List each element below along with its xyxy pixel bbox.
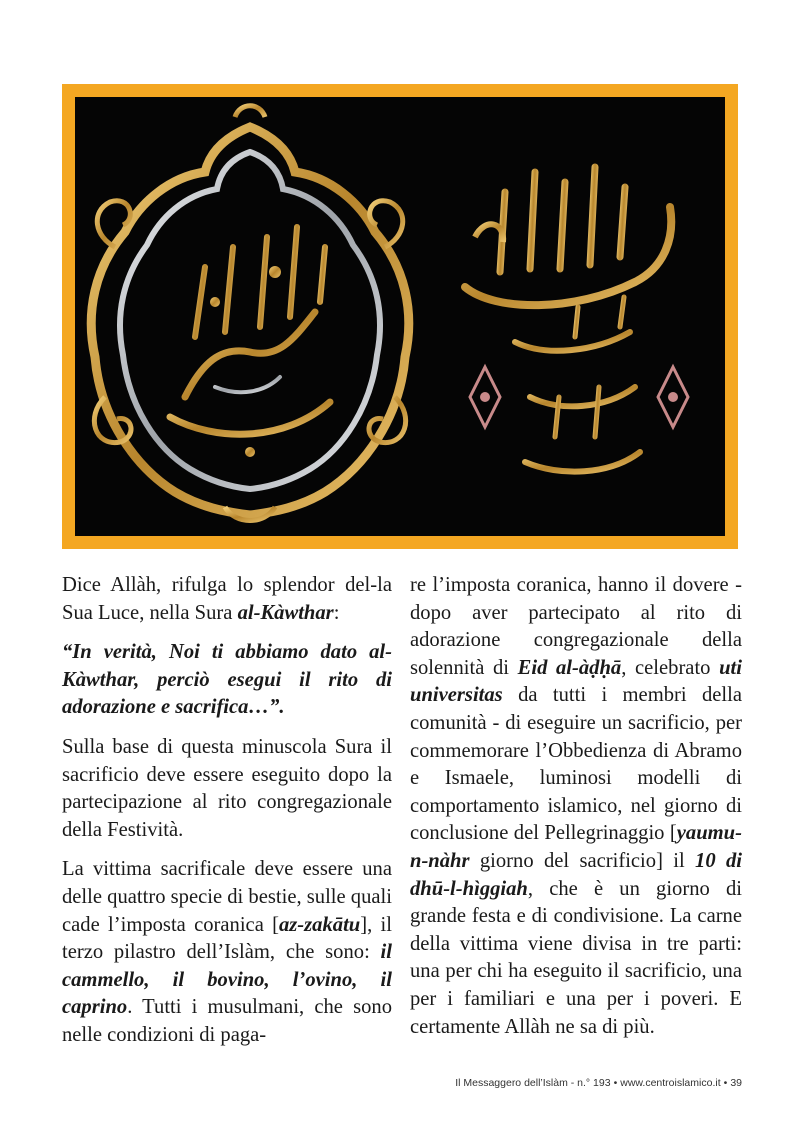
- paragraph-duty: [410, 572, 742, 1041]
- sura-name: al-Kàwthar: [237, 601, 334, 624]
- text-run: Dice Allàh, rifulga lo splendor del-la Sua Luce, nella Sura: [62, 574, 392, 624]
- footer-bullet: •: [723, 1077, 728, 1089]
- article-column-right: [410, 572, 742, 1053]
- calligraphy-image: [75, 97, 725, 536]
- paragraph-victim-species: [62, 856, 392, 1049]
- page-footer: [455, 1077, 742, 1089]
- paragraph-intro: [62, 572, 392, 627]
- page-number: 39: [730, 1077, 742, 1089]
- text-run: , che è un giorno di grande festa e di condivisione. La carne della vittima viene divisa in tre parti: una per chi ha eseguito il sacrificio, una per i familiari e una per i poveri. E certamente Allàh ne sa di più.: [410, 877, 742, 1038]
- diamond-ornament-right: [658, 367, 688, 427]
- text-run: ], il terzo pilastro dell’Islàm, che sono:: [62, 913, 392, 964]
- text-run: La vittima sacrificale deve essere una delle quattro specie di bestie, sulle quali cade l’imposta coranica [: [62, 858, 392, 936]
- quran-quote: “In verità, Noi ti abbiamo dato al-Kàwthar, perciò esegui il rito di adorazione e sacrifica…”.: [62, 641, 392, 719]
- calligraphy-artwork: [75, 97, 725, 536]
- article-column-left: [62, 572, 392, 1062]
- text-run: da tutti i membri della comunità - di eseguire un sacrificio, per commemorare l’Obbedienza di Abramo e Ismaele, luminosi modelli di comportamento islamico, nel giorno di conclusione del Pellegrinaggio [: [410, 684, 742, 845]
- diamond-ornament-left: [470, 367, 500, 427]
- footer-bullet: •: [613, 1077, 618, 1089]
- term-eid: Eid al-àḍḥā: [517, 656, 622, 679]
- term-yaumu-n-nahr: yaumu-n-nàhr: [410, 822, 742, 872]
- publication-name: Il Messaggero dell’Islàm - n.° 193: [455, 1077, 611, 1089]
- term-date: 10 di dhū-l-hìggiah: [410, 849, 742, 900]
- text-run: . Tutti i musulmani, che sono nelle condizioni di paga-: [62, 996, 392, 1046]
- website-link[interactable]: www.centroislamico.it: [620, 1077, 721, 1089]
- text-run: re l’imposta coranica, hanno il dovere - dopo aver partecipato al rito di adorazione congregazionale della solennità di: [410, 574, 742, 679]
- species-list: il cammello, il bovino, l’ovino, il caprino: [62, 941, 392, 1019]
- greeting-calligraphy: [465, 167, 671, 472]
- text-run: :: [333, 601, 340, 624]
- illustration-frame: [62, 84, 738, 549]
- term-zakat: az-zakātu: [279, 913, 361, 936]
- term-uti-universitas: uti universitas: [410, 656, 742, 707]
- text-run: , celebrato: [621, 656, 720, 679]
- text-run: giorno del sacrificio] il: [469, 849, 696, 872]
- medallion-ornament: [91, 106, 409, 521]
- paragraph-sacrifice-timing: Sulla base di questa minuscola Sura il sacrificio deve essere eseguito dopo la partecipazione al rito congregazionale della Festività.: [62, 735, 392, 841]
